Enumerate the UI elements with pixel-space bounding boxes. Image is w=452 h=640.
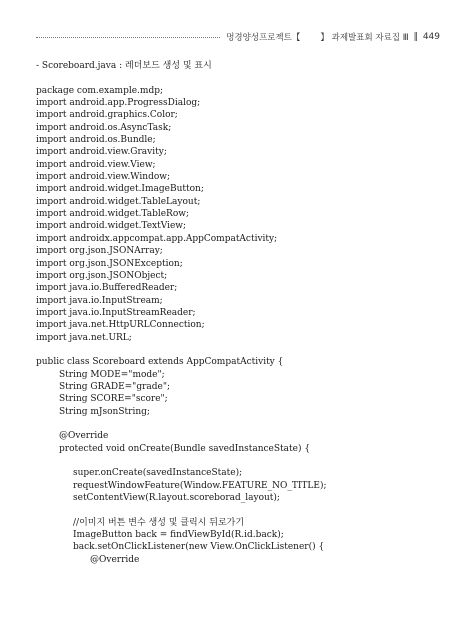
import-line: import android.os.Bundle;: [36, 135, 156, 146]
import-line: import org.json.JSONObject;: [36, 270, 168, 281]
blank-line: [36, 455, 446, 467]
field-line: String GRADE="grade";: [59, 381, 171, 392]
import-line: import android.widget.TableLayout;: [36, 196, 201, 207]
field-line: String SCORE="score";: [59, 394, 168, 405]
package-line: package com.example.mdp;: [36, 85, 164, 96]
import-line: import java.io.InputStreamReader;: [36, 307, 196, 318]
blank-line: [36, 504, 446, 516]
code-line: ImageButton back = findViewById(R.id.back);: [73, 530, 284, 541]
page-header: [36, 30, 440, 44]
import-line: import android.view.Gravity;: [36, 147, 167, 158]
override-annotation: @Override: [90, 554, 140, 565]
field-line: String MODE="mode";: [59, 369, 165, 380]
blank-line: [36, 344, 446, 356]
method-body-block: [36, 529, 446, 554]
import-line: import java.io.InputStream;: [36, 295, 163, 306]
import-line: import android.os.AsyncTask;: [36, 122, 172, 133]
import-line: import org.json.JSONArray;: [36, 246, 163, 257]
import-line: import android.view.View;: [36, 159, 156, 170]
import-line: import android.view.Window;: [36, 172, 170, 183]
import-line: import org.json.JSONException;: [36, 258, 183, 269]
field-line: String mJsonString;: [59, 406, 150, 417]
page-number: 449: [422, 32, 440, 42]
blank-line: [36, 72, 446, 84]
import-line: import android.widget.ImageButton;: [36, 184, 204, 195]
header-dotted-rule: [36, 37, 220, 38]
import-line: import java.io.BufferedReader;: [36, 283, 178, 294]
header-separator: ‖: [413, 32, 418, 42]
header-title: 멍경양성프로젝트【: [226, 33, 301, 43]
import-line: import java.net.URL;: [36, 332, 132, 343]
import-line: import android.widget.TextView;: [36, 221, 187, 232]
blank-line: [36, 418, 446, 430]
import-line: import java.net.HttpURLConnection;: [36, 320, 205, 331]
override-annotation: @Override: [59, 431, 109, 442]
import-line: import android.widget.TableRow;: [36, 209, 189, 220]
import-list: [36, 97, 446, 344]
section-title: - Scoreboard.java : 레더보드 생성 및 표시: [36, 61, 212, 71]
document-body: [36, 60, 446, 566]
method-declaration: protected void onCreate(Bundle savedInstanceState) {: [59, 443, 311, 454]
code-line: super.onCreate(savedInstanceState);: [73, 468, 243, 479]
import-line: import androidx.appcompat.app.AppCompatActivity;: [36, 233, 278, 244]
code-line: back.setOnClickListener(new View.OnClickListener() {: [73, 542, 325, 553]
method-body-block: [36, 467, 446, 504]
header-title-suffix: 】 과제발표회 자료집 Ⅲ: [320, 33, 409, 43]
code-line: setContentView(R.layout.scoreborad_layout);: [73, 493, 280, 504]
import-line: import android.graphics.Color;: [36, 110, 178, 121]
code-comment: //이미지 버튼 변수 생성 및 클릭시 뒤로가기: [73, 517, 245, 528]
import-line: import android.app.ProgressDialog;: [36, 98, 201, 109]
class-declaration: public class Scoreboard extends AppCompatActivity {: [36, 357, 284, 368]
code-line: requestWindowFeature(Window.FEATURE_NO_TITLE);: [73, 480, 327, 491]
field-list: [36, 369, 446, 418]
